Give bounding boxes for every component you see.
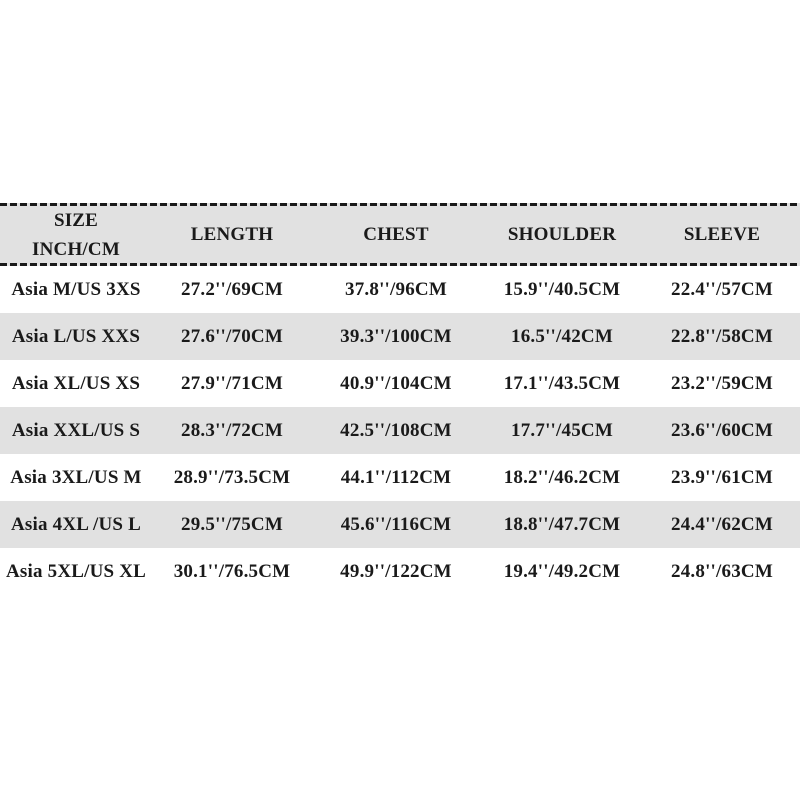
table-row [0, 360, 800, 407]
size-cell: Asia M/US 3XS [11, 278, 141, 300]
shoulder-cell: 17.1''/43.5CM [503, 372, 621, 394]
length-cell: 30.1''/76.5CM [173, 560, 291, 582]
size-chart-table [0, 203, 800, 595]
length-cell: 27.9''/71CM [181, 372, 283, 394]
shoulder-cell: 18.2''/46.2CM [503, 466, 621, 488]
col-header-shoulder: SHOULDER [507, 223, 617, 245]
table-row [0, 266, 800, 313]
sleeve-cell: 24.4''/62CM [671, 513, 773, 535]
chest-cell: 39.3''/100CM [340, 325, 452, 347]
chest-cell: 42.5''/108CM [340, 419, 452, 441]
chest-cell: 45.6''/116CM [340, 513, 452, 535]
table-row [0, 407, 800, 454]
col-header-chest: CHEST [363, 223, 429, 245]
length-cell: 28.3''/72CM [181, 419, 283, 441]
shoulder-cell: 19.4''/49.2CM [503, 560, 621, 582]
table-row [0, 501, 800, 548]
shoulder-cell: 16.5''/42CM [511, 325, 613, 347]
col-header-sleeve: SLEEVE [683, 223, 761, 245]
size-cell: Asia XL/US XS [11, 372, 141, 394]
chest-cell: 37.8''/96CM [345, 278, 447, 300]
chest-cell: 49.9''/122CM [340, 560, 452, 582]
table-row [0, 454, 800, 501]
length-cell: 27.6''/70CM [181, 325, 283, 347]
sleeve-cell: 23.6''/60CM [671, 419, 773, 441]
sleeve-cell: 23.9''/61CM [671, 466, 773, 488]
header-bottom-dashed-border [0, 263, 800, 266]
col-header-size-line1: SIZE [53, 209, 99, 231]
length-cell: 28.9''/73.5CM [173, 466, 291, 488]
size-cell: Asia 3XL/US M [10, 466, 142, 488]
size-cell: Asia 5XL/US XL [5, 560, 147, 582]
size-cell: Asia L/US XXS [11, 325, 141, 347]
table-row [0, 313, 800, 360]
size-cell: Asia 4XL /US L [10, 513, 142, 535]
length-cell: 29.5''/75CM [181, 513, 283, 535]
length-cell: 27.2''/69CM [181, 278, 283, 300]
sleeve-cell: 23.2''/59CM [671, 372, 773, 394]
header-top-dashed-border [0, 203, 800, 206]
col-header-length: LENGTH [190, 223, 274, 245]
shoulder-cell: 18.8''/47.7CM [503, 513, 621, 535]
col-header-size [0, 203, 152, 266]
chest-cell: 44.1''/112CM [340, 466, 452, 488]
sleeve-cell: 22.4''/57CM [671, 278, 773, 300]
shoulder-cell: 15.9''/40.5CM [503, 278, 621, 300]
size-cell: Asia XXL/US S [11, 419, 141, 441]
table-row [0, 548, 800, 595]
chest-cell: 40.9''/104CM [340, 372, 452, 394]
shoulder-cell: 17.7''/45CM [511, 419, 613, 441]
col-header-size-line2: INCH/CM [32, 238, 120, 260]
sleeve-cell: 24.8''/63CM [671, 560, 773, 582]
table-header-row [0, 203, 800, 266]
sleeve-cell: 22.8''/58CM [671, 325, 773, 347]
